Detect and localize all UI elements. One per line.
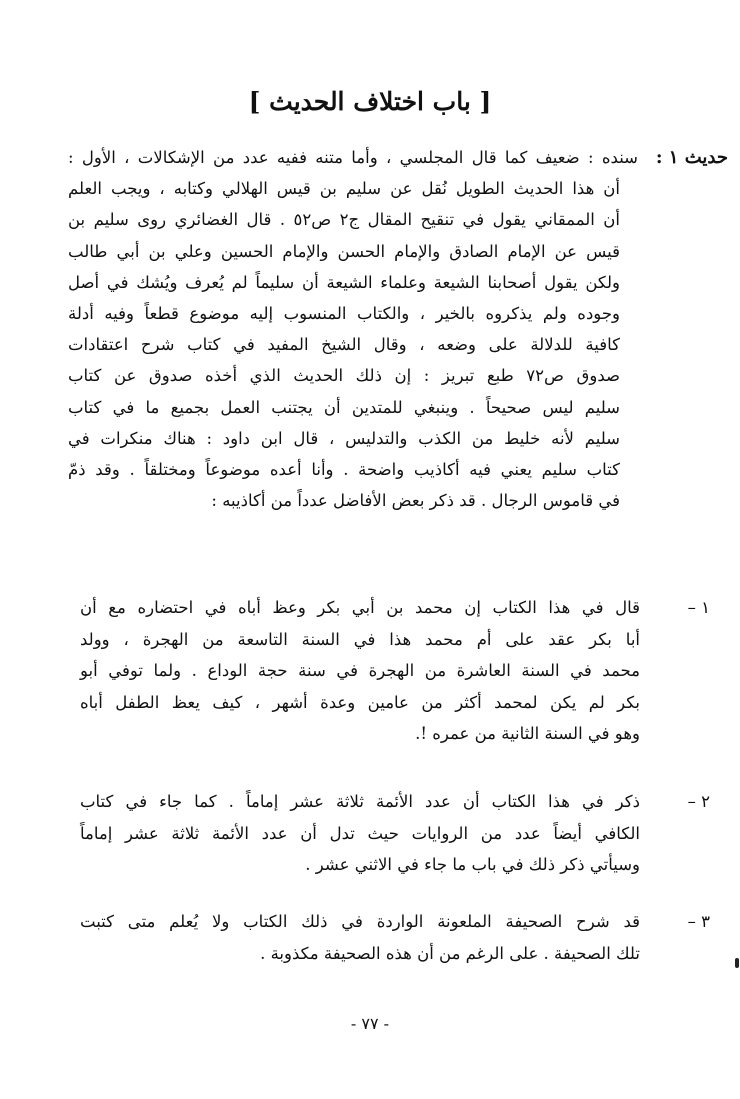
text-line: محمد في السنة العاشرة من الهجرة في سنة حجة الوداع . ولما توفي أبو [80, 661, 640, 680]
text-line: وجوده ولم يذكروه بالخير ، والكتاب المنسوب إليه موضوع قطعاً وفيه أدلة [68, 304, 620, 324]
text-line: وسيأتي ذكر ذلك في باب ما جاء في الاثني عشر . [305, 855, 640, 874]
text-line: أن الممقاني يقول في تنقيح المقال ج٢ ص٥٢ . قال الغضائري روى سليم بن [68, 210, 620, 230]
text-line: كافية للدلالة على وضعه ، وقال الشيخ المفيد في كتاب شرح اعتقادات [68, 335, 620, 355]
text-line: أبا بكر عقد على أم محمد هذا في السنة التاسعة من الهجرة ، وولد [80, 629, 640, 649]
hadith-commentary [68, 142, 728, 516]
text-line: أن هذا الحديث الطويل نُقل عن سليم بن قيس الهلالي وكتابه ، ويجب العلم [68, 179, 620, 199]
text-line: ولكن يقول أصحابنا الشيعة وعلماء الشيعة أن سليماً لم يُعرف ويُشك في أصل [68, 272, 620, 292]
text-line: سليم ليس صحيحاً . وينبغي للمتدين أن يجتنب العمل بجميع ما في كتاب [68, 397, 620, 417]
text-line: صدوق ص٧٢ طبع تبريز : إن ذلك الحديث الذي أخذه صدوق عن كتاب [68, 366, 620, 386]
text-line: سنده : ضعيف كما قال المجلسي ، وأما متنه ففيه عدد من الإشكالات ، الأول : [68, 148, 638, 167]
text-line: قد شرح الصحيفة الملعونة الواردة في ذلك الكتاب ولا يُعلم متى كتبت [80, 912, 640, 931]
text-line: ذكر في هذا الكتاب أن عدد الأئمة ثلاثة عشر إماماً . كما جاء في كتاب [80, 792, 640, 811]
page-number: - ٧٧ - [350, 1014, 390, 1033]
text-line: قال في هذا الكتاب إن محمد بن أبي بكر وعظ أباه في احتضاره مع أن [80, 598, 640, 617]
text-line: وهو في السنة الثانية من عمره !. [415, 724, 640, 743]
text-line: في قاموس الرجال . قد ذكر بعض الأفاضل عدداً من أكاذيبه : [211, 491, 620, 511]
text-line: قيس عن الإمام الصادق والإمام الحسن والإمام الحسين وعلي بن أبي طالب [68, 241, 620, 261]
text-line: تلك الصحيفة . على الرغم من أن هذه الصحيفة مكذوبة . [260, 943, 640, 963]
item-number: ٣ – [687, 912, 710, 931]
text-line: بكر لم يكن لمحمد أكثر من عامين وعدة أشهر ، كيف يعظ الطفل أباه [80, 692, 640, 712]
list-item [80, 906, 710, 969]
list-item [80, 592, 710, 750]
text-line: سليم لأنه خليط من الكذب والتدليس ، قال ابن داود : هناك منكرات في [68, 428, 620, 448]
scan-mark [735, 958, 739, 968]
text-line: الكافي أيضاً عدد من الروايات حيث تدل أن عدد الأئمة ثلاثة عشر إماماً [80, 823, 640, 843]
item-number: ١ – [687, 598, 710, 617]
hadith-label: حديث ١ : [655, 147, 728, 168]
text-line: كتاب سليم يعني فيه أكاذيب واضحة . وأنا أعده موضوعاً ومختلقاً . وقد ذمّ [68, 460, 620, 480]
chapter-heading: [ باب اختلاف الحديث ] [248, 87, 492, 116]
list-item [80, 786, 710, 881]
item-number: ٢ – [687, 792, 710, 811]
